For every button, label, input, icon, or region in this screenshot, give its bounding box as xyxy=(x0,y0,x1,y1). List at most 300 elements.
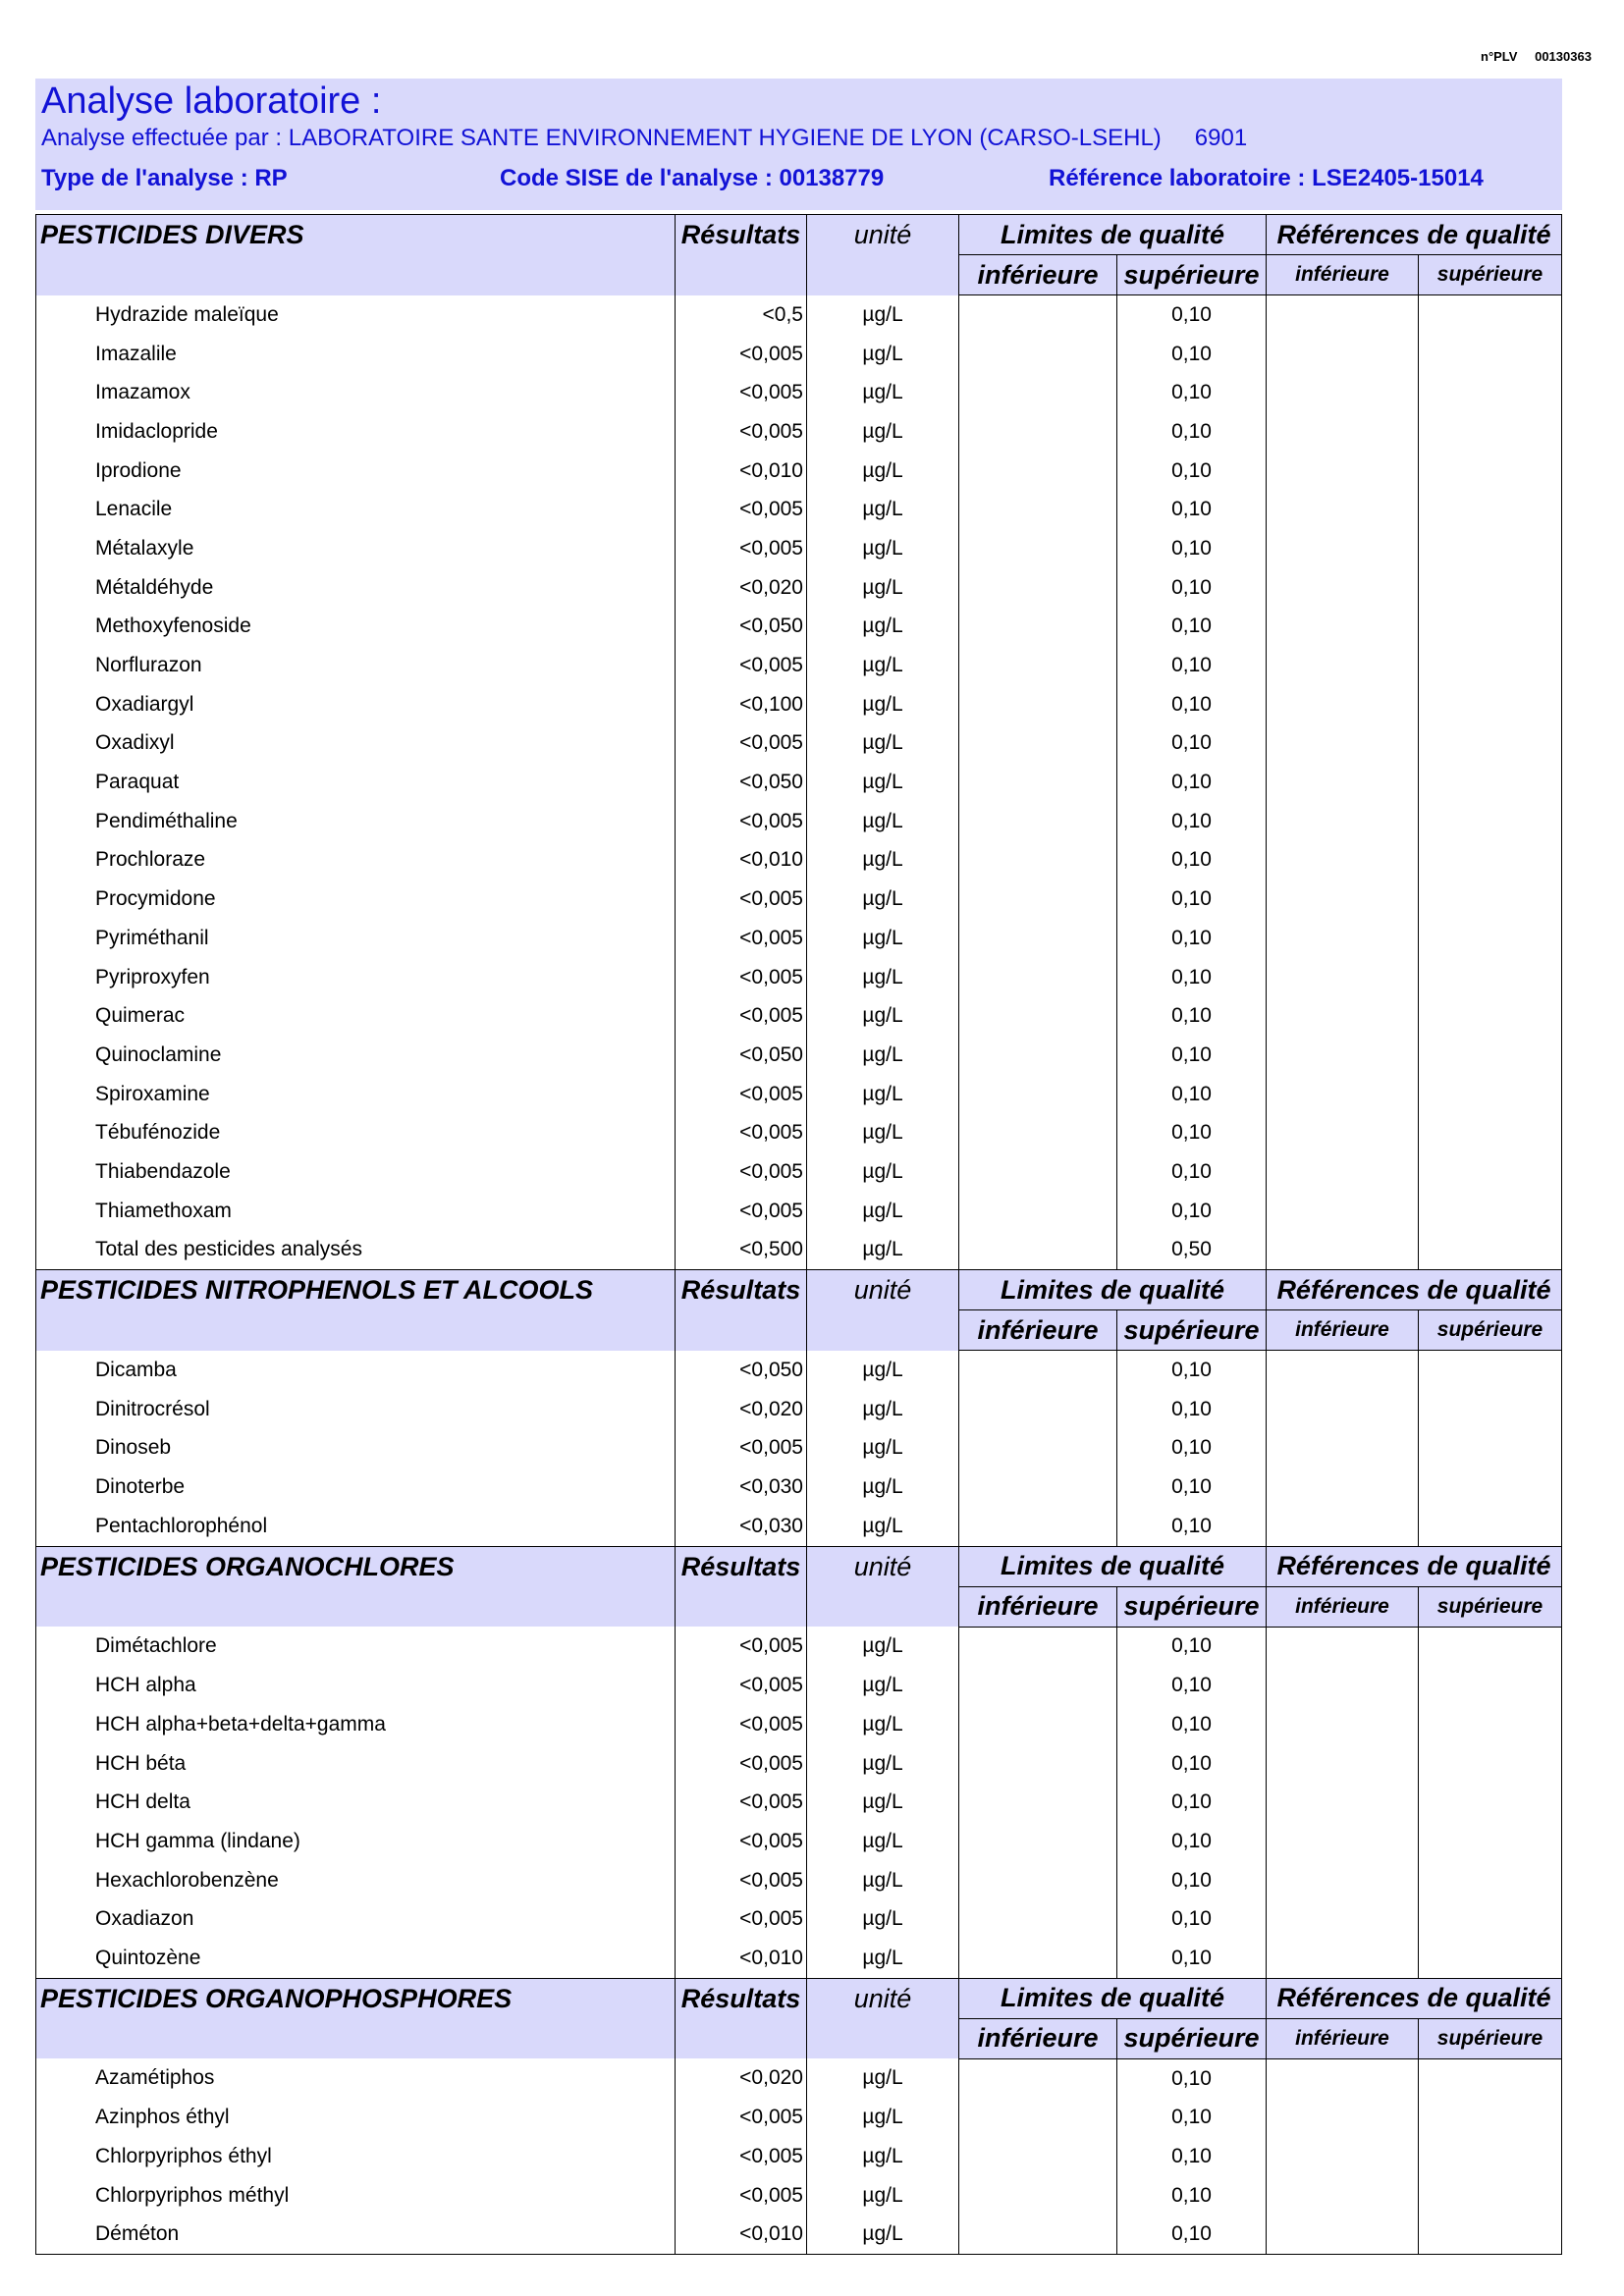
limit-lower-value xyxy=(959,335,1117,374)
table-row xyxy=(36,335,1562,374)
limit-lower-value xyxy=(959,1075,1117,1114)
quality-references-header: Références de qualité xyxy=(1267,1978,1562,2018)
parameter-name: Hydrazide maleïque xyxy=(36,295,676,335)
result-value: <0,050 xyxy=(676,763,807,802)
limit-upper-value: 0,10 xyxy=(1117,1899,1267,1939)
limit-lower-value xyxy=(959,1507,1117,1546)
limit-lower-value xyxy=(959,490,1117,529)
unit-value: µg/L xyxy=(807,412,959,452)
reference-lower-header: inférieure xyxy=(1267,2018,1419,2058)
reference-upper-value xyxy=(1419,1192,1562,1231)
parameter-name: Oxadiazon xyxy=(36,1899,676,1939)
reference-upper-value xyxy=(1419,919,1562,958)
table-row xyxy=(36,685,1562,724)
reference-lower-value xyxy=(1267,1152,1419,1192)
result-value: <0,005 xyxy=(676,1666,807,1705)
parameter-name: Thiamethoxam xyxy=(36,1192,676,1231)
result-value: <0,010 xyxy=(676,1939,807,1978)
unit-value: µg/L xyxy=(807,452,959,491)
table-row xyxy=(36,1231,1562,1270)
parameter-name: HCH alpha xyxy=(36,1666,676,1705)
parameter-name: Imidaclopride xyxy=(36,412,676,452)
result-value: <0,005 xyxy=(676,1861,807,1900)
unit-value: µg/L xyxy=(807,529,959,568)
limit-upper-value: 0,10 xyxy=(1117,880,1267,919)
reference-upper-value xyxy=(1419,1705,1562,1744)
result-value: <0,005 xyxy=(676,996,807,1036)
parameter-name: Dinoterbe xyxy=(36,1468,676,1507)
quality-limits-header: Limites de qualité xyxy=(959,1546,1267,1586)
limit-upper-header: supérieure xyxy=(1117,1586,1267,1627)
result-value: <0,050 xyxy=(676,1351,807,1390)
table-row xyxy=(36,2216,1562,2255)
limit-upper-value: 0,10 xyxy=(1117,452,1267,491)
limit-upper-value: 0,10 xyxy=(1117,1744,1267,1784)
result-value: <0,005 xyxy=(676,1783,807,1822)
reference-upper-value xyxy=(1419,1390,1562,1429)
reference-upper-value xyxy=(1419,1113,1562,1152)
unit-value: µg/L xyxy=(807,763,959,802)
quality-references-header: Références de qualité xyxy=(1267,1546,1562,1586)
limit-upper-value: 0,10 xyxy=(1117,412,1267,452)
result-value: <0,005 xyxy=(676,412,807,452)
reference-lower-header: inférieure xyxy=(1267,1310,1419,1351)
table-row xyxy=(36,1429,1562,1468)
unit-value: µg/L xyxy=(807,1666,959,1705)
table-row xyxy=(36,919,1562,958)
reference-upper-value xyxy=(1419,880,1562,919)
unit-value: µg/L xyxy=(807,880,959,919)
unit-value: µg/L xyxy=(807,1429,959,1468)
parameter-name: HCH gamma (lindane) xyxy=(36,1822,676,1861)
parameter-name: Procymidone xyxy=(36,880,676,919)
reference-upper-value xyxy=(1419,452,1562,491)
reference-upper-value xyxy=(1419,1507,1562,1546)
reference-lower-value xyxy=(1267,1783,1419,1822)
table-row xyxy=(36,1899,1562,1939)
limit-lower-header: inférieure xyxy=(959,255,1117,295)
limit-upper-value: 0,10 xyxy=(1117,1192,1267,1231)
unit-value: µg/L xyxy=(807,2137,959,2176)
limit-upper-value: 0,10 xyxy=(1117,685,1267,724)
reference-lower-value xyxy=(1267,335,1419,374)
table-row xyxy=(36,2058,1562,2098)
limit-upper-value: 0,10 xyxy=(1117,1507,1267,1546)
table-row xyxy=(36,1744,1562,1784)
table-row xyxy=(36,1468,1562,1507)
limit-upper-value: 0,10 xyxy=(1117,335,1267,374)
limit-upper-value: 0,10 xyxy=(1117,1036,1267,1075)
limit-upper-value: 0,10 xyxy=(1117,1939,1267,1978)
unit-value: µg/L xyxy=(807,1705,959,1744)
limit-lower-value xyxy=(959,1939,1117,1978)
reference-upper-value xyxy=(1419,802,1562,841)
reference-upper-header: supérieure xyxy=(1419,2018,1562,2058)
result-value: <0,005 xyxy=(676,1429,807,1468)
result-value: <0,005 xyxy=(676,880,807,919)
reference-lower-value xyxy=(1267,2176,1419,2216)
limit-upper-value: 0,10 xyxy=(1117,529,1267,568)
table-row xyxy=(36,452,1562,491)
table-row xyxy=(36,373,1562,412)
reference-lower-header: inférieure xyxy=(1267,1586,1419,1627)
unit-value: µg/L xyxy=(807,568,959,608)
unit-value: µg/L xyxy=(807,1783,959,1822)
reference-upper-value xyxy=(1419,1744,1562,1784)
reference-lower-value xyxy=(1267,958,1419,997)
reference-lower-value xyxy=(1267,1939,1419,1978)
results-column-header: Résultats xyxy=(676,1978,807,2058)
result-value: <0,005 xyxy=(676,1705,807,1744)
limit-upper-value: 0,10 xyxy=(1117,295,1267,335)
unit-value: µg/L xyxy=(807,2058,959,2098)
reference-lower-value xyxy=(1267,2216,1419,2255)
reference-lower-value xyxy=(1267,295,1419,335)
unit-value: µg/L xyxy=(807,1036,959,1075)
result-value: <0,030 xyxy=(676,1468,807,1507)
limit-lower-value xyxy=(959,412,1117,452)
parameter-name: Chlorpyriphos éthyl xyxy=(36,2137,676,2176)
unit-value: µg/L xyxy=(807,1822,959,1861)
table-row xyxy=(36,1783,1562,1822)
limit-lower-value xyxy=(959,568,1117,608)
table-row xyxy=(36,295,1562,335)
limit-upper-value: 0,10 xyxy=(1117,2176,1267,2216)
unit-column-header: unité xyxy=(807,1546,959,1627)
reference-lower-value xyxy=(1267,1113,1419,1152)
reference-upper-value xyxy=(1419,568,1562,608)
parameter-name: Azinphos éthyl xyxy=(36,2099,676,2138)
table-row xyxy=(36,958,1562,997)
limit-upper-value: 0,10 xyxy=(1117,1113,1267,1152)
parameter-name: Dimétachlore xyxy=(36,1627,676,1666)
section-title: PESTICIDES DIVERS xyxy=(36,215,676,295)
section-header xyxy=(36,1546,1562,1586)
quality-limits-header: Limites de qualité xyxy=(959,215,1267,255)
limit-lower-value xyxy=(959,529,1117,568)
reference-lower-value xyxy=(1267,490,1419,529)
result-value: <0,005 xyxy=(676,1822,807,1861)
reference-lower-value xyxy=(1267,2137,1419,2176)
limit-lower-value xyxy=(959,919,1117,958)
reference-lower-value xyxy=(1267,452,1419,491)
results-column-header: Résultats xyxy=(676,1546,807,1627)
reference-upper-value xyxy=(1419,608,1562,647)
parameter-name: Norflurazon xyxy=(36,646,676,685)
reference-upper-value xyxy=(1419,763,1562,802)
limit-lower-value xyxy=(959,1231,1117,1270)
reference-lower-value xyxy=(1267,412,1419,452)
unit-value: µg/L xyxy=(807,1507,959,1546)
reference-lower-value xyxy=(1267,1507,1419,1546)
limit-upper-header: supérieure xyxy=(1117,1310,1267,1351)
reference-upper-value xyxy=(1419,2058,1562,2098)
limit-lower-value xyxy=(959,2176,1117,2216)
table-row xyxy=(36,996,1562,1036)
limit-lower-value xyxy=(959,373,1117,412)
result-value: <0,005 xyxy=(676,1744,807,1784)
parameter-name: Quimerac xyxy=(36,996,676,1036)
reference-upper-value xyxy=(1419,1939,1562,1978)
result-value: <0,005 xyxy=(676,958,807,997)
reference-lower-value xyxy=(1267,1822,1419,1861)
table-row xyxy=(36,1351,1562,1390)
limit-upper-value: 0,10 xyxy=(1117,996,1267,1036)
result-value: <0,050 xyxy=(676,608,807,647)
limit-lower-value xyxy=(959,1429,1117,1468)
reference-upper-value xyxy=(1419,529,1562,568)
table-row xyxy=(36,608,1562,647)
reference-upper-value xyxy=(1419,685,1562,724)
limit-upper-value: 0,10 xyxy=(1117,1705,1267,1744)
table-row xyxy=(36,1705,1562,1744)
limit-upper-value: 0,10 xyxy=(1117,919,1267,958)
section-header xyxy=(36,1978,1562,2018)
table-row xyxy=(36,841,1562,881)
limit-upper-value: 0,10 xyxy=(1117,1429,1267,1468)
parameter-name: Imazamox xyxy=(36,373,676,412)
limit-lower-value xyxy=(959,1822,1117,1861)
parameter-name: Pendiméthaline xyxy=(36,802,676,841)
parameter-name: Methoxyfenoside xyxy=(36,608,676,647)
limit-upper-value: 0,10 xyxy=(1117,763,1267,802)
limit-lower-value xyxy=(959,1666,1117,1705)
reference-upper-value xyxy=(1419,996,1562,1036)
reference-upper-value xyxy=(1419,1822,1562,1861)
limit-lower-value xyxy=(959,958,1117,997)
limit-lower-value xyxy=(959,1390,1117,1429)
result-value: <0,005 xyxy=(676,2176,807,2216)
parameter-name: Tébufénozide xyxy=(36,1113,676,1152)
lab-line xyxy=(41,125,1247,152)
limit-lower-value xyxy=(959,1351,1117,1390)
limit-upper-value: 0,10 xyxy=(1117,841,1267,881)
unit-value: µg/L xyxy=(807,1152,959,1192)
reference-lower-value xyxy=(1267,1468,1419,1507)
section-title: PESTICIDES ORGANOPHOSPHORES xyxy=(36,1978,676,2058)
result-value: <0,005 xyxy=(676,1192,807,1231)
table-row xyxy=(36,490,1562,529)
result-value: <0,020 xyxy=(676,568,807,608)
parameter-name: Paraquat xyxy=(36,763,676,802)
limit-upper-value: 0,10 xyxy=(1117,958,1267,997)
reference-lower-value xyxy=(1267,1351,1419,1390)
parameter-name: Dicamba xyxy=(36,1351,676,1390)
reference-lower-value xyxy=(1267,2058,1419,2098)
reference-upper-value xyxy=(1419,2137,1562,2176)
table-row xyxy=(36,724,1562,764)
reference-lower-value xyxy=(1267,568,1419,608)
parameter-name: Quinoclamine xyxy=(36,1036,676,1075)
quality-limits-header: Limites de qualité xyxy=(959,1270,1267,1310)
limit-lower-value xyxy=(959,1705,1117,1744)
results-table xyxy=(35,214,1562,2255)
table-row xyxy=(36,880,1562,919)
unit-value: µg/L xyxy=(807,608,959,647)
table-row xyxy=(36,1627,1562,1666)
result-value: <0,005 xyxy=(676,1113,807,1152)
limit-lower-value xyxy=(959,1627,1117,1666)
result-value: <0,010 xyxy=(676,2216,807,2255)
reference-upper-value xyxy=(1419,373,1562,412)
reference-lower-value xyxy=(1267,802,1419,841)
table-row xyxy=(36,2176,1562,2216)
table-row xyxy=(36,1861,1562,1900)
reference-lower-value xyxy=(1267,1705,1419,1744)
limit-lower-value xyxy=(959,1899,1117,1939)
limit-lower-value xyxy=(959,763,1117,802)
limit-lower-value xyxy=(959,2099,1117,2138)
limit-lower-value xyxy=(959,2058,1117,2098)
section-title: PESTICIDES ORGANOCHLORES xyxy=(36,1546,676,1627)
limit-lower-value xyxy=(959,1036,1117,1075)
table-row xyxy=(36,1666,1562,1705)
reference-upper-header: supérieure xyxy=(1419,1310,1562,1351)
limit-upper-value: 0,10 xyxy=(1117,1152,1267,1192)
unit-value: µg/L xyxy=(807,919,959,958)
unit-value: µg/L xyxy=(807,958,959,997)
limit-upper-header: supérieure xyxy=(1117,2018,1267,2058)
unit-value: µg/L xyxy=(807,841,959,881)
limit-upper-value: 0,10 xyxy=(1117,1351,1267,1390)
reference-lower-value xyxy=(1267,529,1419,568)
parameter-name: Prochloraze xyxy=(36,841,676,881)
reference-lower-value xyxy=(1267,373,1419,412)
reference-upper-value xyxy=(1419,1783,1562,1822)
result-value: <0,010 xyxy=(676,452,807,491)
reference-upper-value xyxy=(1419,724,1562,764)
reference-upper-value xyxy=(1419,2216,1562,2255)
quality-references-header: Références de qualité xyxy=(1267,1270,1562,1310)
reference-lower-value xyxy=(1267,1231,1419,1270)
table-row xyxy=(36,529,1562,568)
result-value: <0,005 xyxy=(676,919,807,958)
reference-lower-value xyxy=(1267,1899,1419,1939)
unit-value: µg/L xyxy=(807,1075,959,1114)
limit-upper-value: 0,10 xyxy=(1117,608,1267,647)
limit-upper-value: 0,10 xyxy=(1117,1783,1267,1822)
limit-lower-value xyxy=(959,1152,1117,1192)
reference-lower-value xyxy=(1267,2099,1419,2138)
table-row xyxy=(36,1152,1562,1192)
table-row xyxy=(36,802,1562,841)
result-value: <0,100 xyxy=(676,685,807,724)
results-column-header: Résultats xyxy=(676,215,807,295)
unit-value: µg/L xyxy=(807,1113,959,1152)
table-row xyxy=(36,1822,1562,1861)
reference-upper-value xyxy=(1419,1861,1562,1900)
analysis-type: Type de l'analyse : RP xyxy=(41,165,288,191)
quality-limits-header: Limites de qualité xyxy=(959,1978,1267,2018)
result-value: <0,005 xyxy=(676,335,807,374)
result-value: <0,050 xyxy=(676,1036,807,1075)
unit-value: µg/L xyxy=(807,1899,959,1939)
limit-upper-value: 0,10 xyxy=(1117,1666,1267,1705)
page-title: Analyse laboratoire : xyxy=(41,80,382,122)
parameter-name: Azamétiphos xyxy=(36,2058,676,2098)
table-row xyxy=(36,1113,1562,1152)
reference-upper-value xyxy=(1419,2099,1562,2138)
reference-upper-value xyxy=(1419,646,1562,685)
result-value: <0,005 xyxy=(676,490,807,529)
unit-value: µg/L xyxy=(807,1192,959,1231)
unit-value: µg/L xyxy=(807,295,959,335)
result-value: <0,500 xyxy=(676,1231,807,1270)
reference-lower-value xyxy=(1267,880,1419,919)
limit-lower-header: inférieure xyxy=(959,1310,1117,1351)
unit-value: µg/L xyxy=(807,1744,959,1784)
limit-upper-value: 0,10 xyxy=(1117,724,1267,764)
unit-value: µg/L xyxy=(807,1231,959,1270)
unit-column-header: unité xyxy=(807,1270,959,1351)
limit-upper-value: 0,10 xyxy=(1117,490,1267,529)
limit-lower-value xyxy=(959,1192,1117,1231)
results-column-header: Résultats xyxy=(676,1270,807,1351)
reference-upper-header: supérieure xyxy=(1419,1586,1562,1627)
reference-lower-value xyxy=(1267,1627,1419,1666)
parameter-name: Dinoseb xyxy=(36,1429,676,1468)
section-title: PESTICIDES NITROPHENOLS ET ALCOOLS xyxy=(36,1270,676,1351)
reference-lower-value xyxy=(1267,608,1419,647)
unit-value: µg/L xyxy=(807,1351,959,1390)
limit-lower-value xyxy=(959,996,1117,1036)
unit-value: µg/L xyxy=(807,996,959,1036)
parameter-name: Imazalile xyxy=(36,335,676,374)
lab-name: Analyse effectuée par : LABORATOIRE SANTE ENVIRONNEMENT HYGIENE DE LYON (CARSO-LSEHL) xyxy=(41,125,1162,151)
result-value: <0,005 xyxy=(676,1152,807,1192)
parameter-name: Hexachlorobenzène xyxy=(36,1861,676,1900)
limit-upper-header: supérieure xyxy=(1117,255,1267,295)
result-value: <0,005 xyxy=(676,802,807,841)
table-row xyxy=(36,2137,1562,2176)
section-header xyxy=(36,1270,1562,1310)
parameter-name: Pyriméthanil xyxy=(36,919,676,958)
result-value: <0,020 xyxy=(676,2058,807,2098)
table-row xyxy=(36,763,1562,802)
limit-upper-value: 0,10 xyxy=(1117,1861,1267,1900)
reference-upper-value xyxy=(1419,335,1562,374)
limit-upper-value: 0,10 xyxy=(1117,1075,1267,1114)
reference-lower-header: inférieure xyxy=(1267,255,1419,295)
parameter-name: Spiroxamine xyxy=(36,1075,676,1114)
unit-column-header: unité xyxy=(807,1978,959,2058)
limit-lower-value xyxy=(959,1861,1117,1900)
unit-value: µg/L xyxy=(807,2099,959,2138)
result-value: <0,005 xyxy=(676,1075,807,1114)
unit-value: µg/L xyxy=(807,1861,959,1900)
limit-lower-value xyxy=(959,1468,1117,1507)
table-row xyxy=(36,1075,1562,1114)
reference-upper-value xyxy=(1419,958,1562,997)
reference-upper-value xyxy=(1419,1899,1562,1939)
section-header xyxy=(36,215,1562,255)
unit-value: µg/L xyxy=(807,802,959,841)
result-value: <0,005 xyxy=(676,2137,807,2176)
reference-lower-value xyxy=(1267,1390,1419,1429)
reference-upper-value xyxy=(1419,1036,1562,1075)
reference-upper-value xyxy=(1419,295,1562,335)
parameter-name: HCH delta xyxy=(36,1783,676,1822)
limit-lower-value xyxy=(959,1744,1117,1784)
parameter-name: Déméton xyxy=(36,2216,676,2255)
unit-value: µg/L xyxy=(807,646,959,685)
lab-code: 6901 xyxy=(1194,125,1248,151)
reference-upper-value xyxy=(1419,1468,1562,1507)
limit-lower-value xyxy=(959,2137,1117,2176)
parameter-name: Métalaxyle xyxy=(36,529,676,568)
limit-lower-value xyxy=(959,880,1117,919)
reference-upper-value xyxy=(1419,2176,1562,2216)
